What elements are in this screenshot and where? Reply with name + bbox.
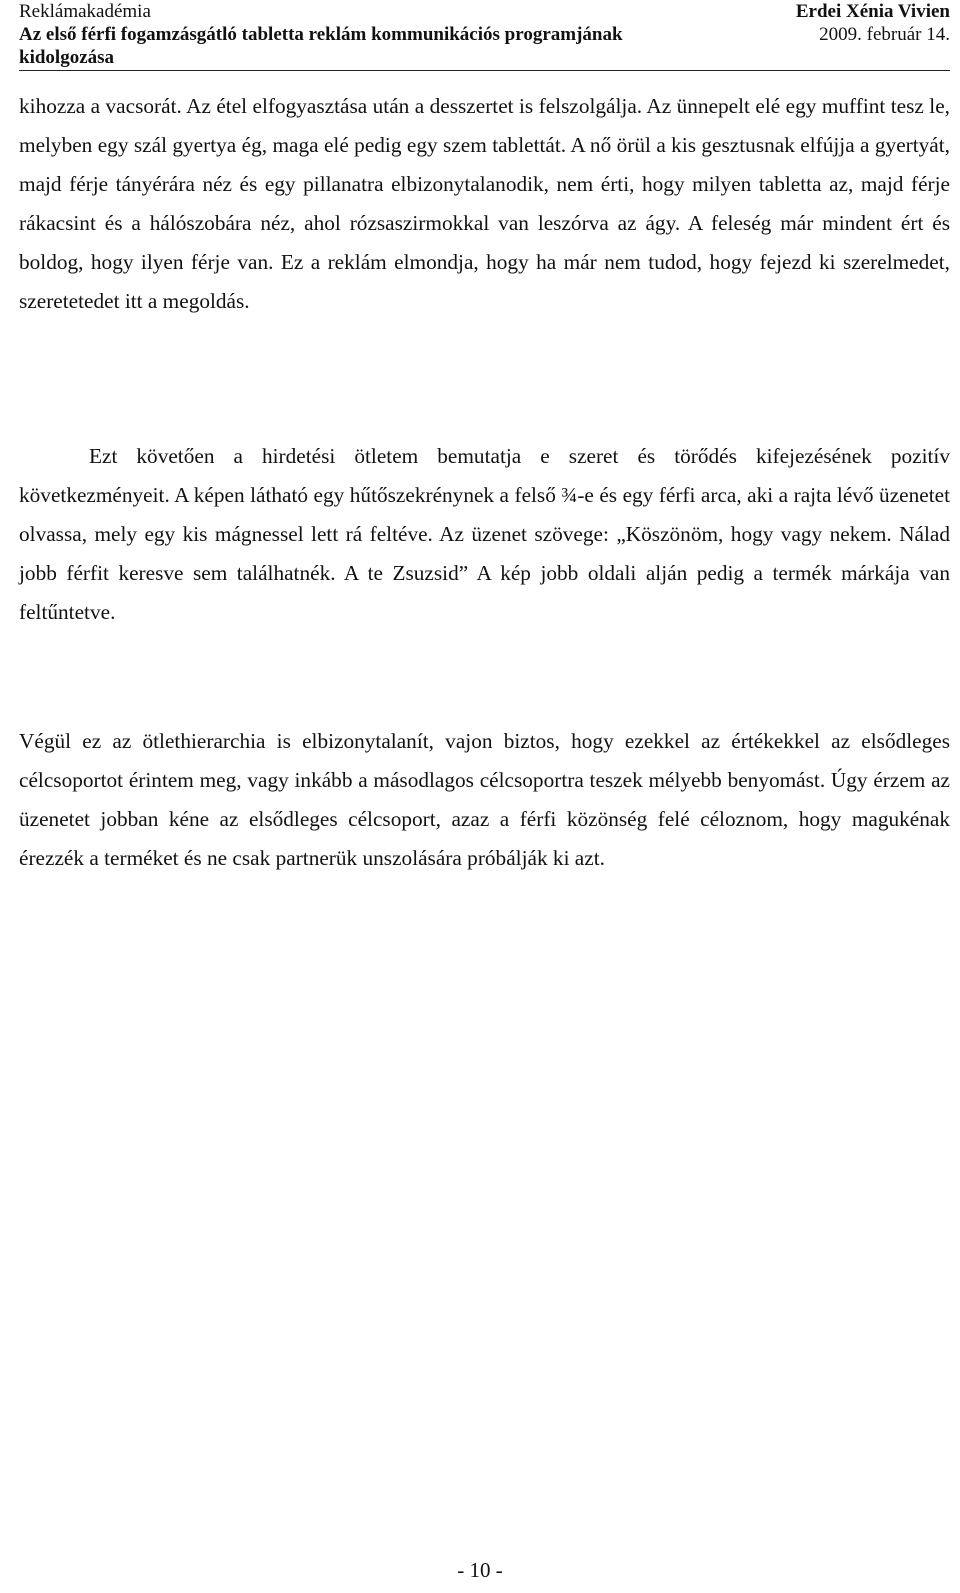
body-paragraph-3: Végül ez az ötlethierarchia is elbizonytalanít, vajon biztos, hogy ezekkel az értékekkel az elsődleges célcsoportot érintem meg, vagy inkább a másodlagos célcsoportra teszek mélyebb benyomást. Úgy érzem az üzenetet jobban kéne az elsődleges célcsoport, azaz a férfi közönség felé céloznom, hogy magukénak érezzék a terméket és ne csak partnerük unszolására próbálják ki azt. xyxy=(19,729,950,870)
header-row-3 xyxy=(19,46,950,69)
header-document-title: Az első férfi fogamzásgátló tabletta reklám kommunikációs programjának xyxy=(19,24,623,45)
page-header xyxy=(19,0,950,71)
page-number: - 10 - xyxy=(457,1558,503,1582)
body-paragraph-1: kihozza a vacsorát. Az étel elfogyasztása után a desszertet is felszolgálja. Az ünnepelt elé egy muffint tesz le, melyben egy szál gyertya ég, maga elé pedig egy szem tablettát. A nő örül a kis gesztusnak elfújja a gyertyát, majd férje tányérára néz és egy pillanatra elbizonytalanodik, nem érti, hogy milyen tabletta az, majd férje rákacsint és a hálószobára néz, ahol rózsaszirmokkal van leszórva az ágy. A feleség már mindent ért és boldog, hogy ilyen férje van. Ez a reklám elmondja, hogy ha már nem tudod, hogy fejezd ki szerelmedet, szeretetedet itt a megoldás. xyxy=(19,94,950,313)
header-document-title-cont: kidolgozása xyxy=(19,47,115,68)
header-row-2 xyxy=(19,23,950,46)
header-date: 2009. február 14. xyxy=(819,24,950,45)
header-row-1 xyxy=(19,0,950,23)
body-paragraph-2: Ezt követően a hirdetési ötletem bemutatja e szeret és törődés kifejezésének pozitív következményeit. A képen látható egy hűtőszekrénynek a felső ¾-e és egy férfi arca, aki a rajta lévő üzenetet olvassa, mely egy kis mágnessel lett rá feltéve. Az üzenet szövege: „Köszönöm, hogy vagy nekem. Nálad jobb férfit keresve sem találhatnék. A te Zsuzsid” A kép jobb oldali alján pedig a termék márkája van feltűntetve. xyxy=(19,444,950,624)
header-organization: Reklámakadémia xyxy=(19,1,151,22)
header-author: Erdei Xénia Vivien xyxy=(795,1,950,22)
